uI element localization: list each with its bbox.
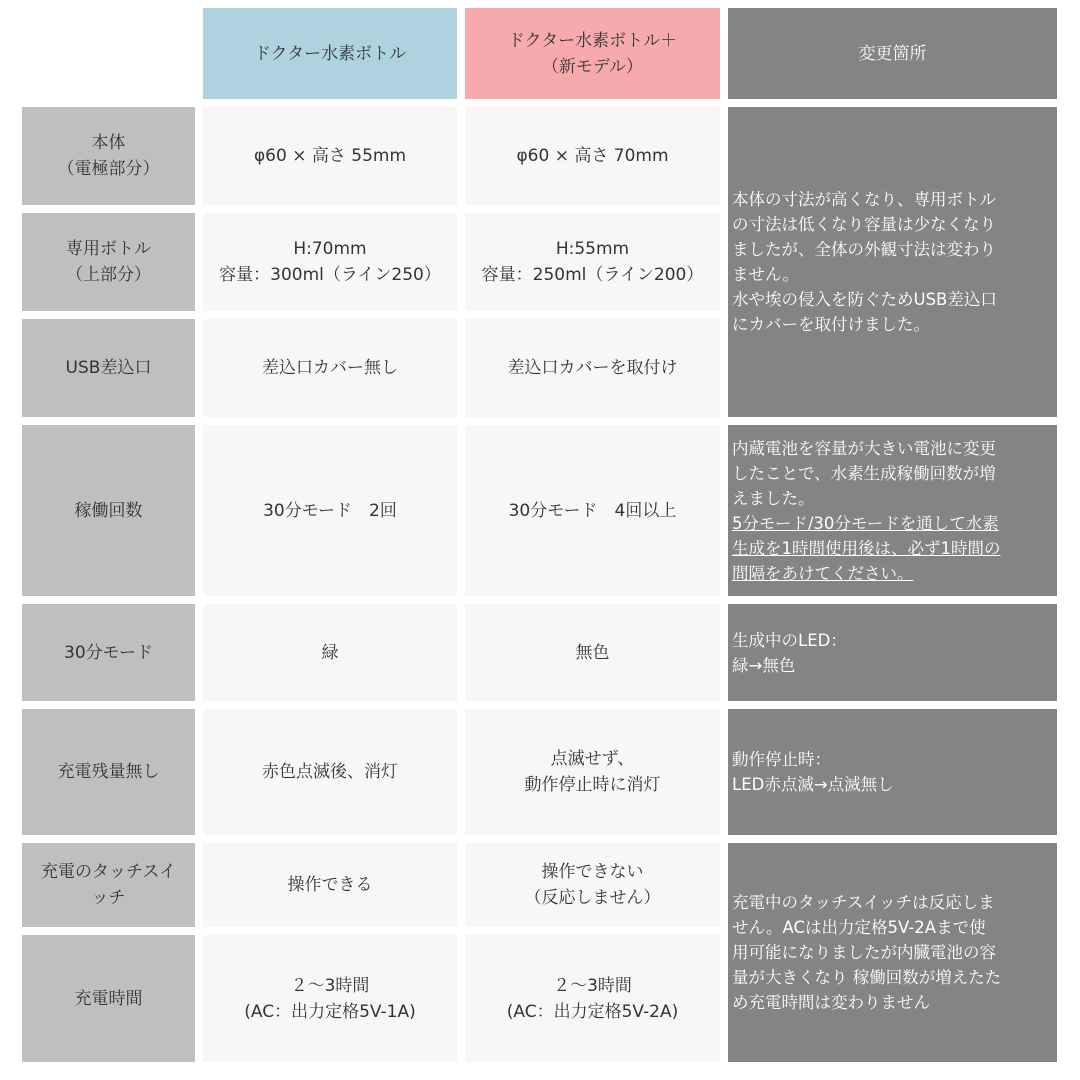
note-runs-warning: 5分モード/30分モードを通して水素 生成を1時間使用後は、必ず1時間の 間隔をあけてください。	[732, 513, 1001, 583]
row-label-charge-time: 充電時間	[22, 935, 195, 1062]
note-led	[728, 604, 1057, 701]
new-usb: 差込口カバーを取付け	[465, 319, 720, 417]
old-charge-time: ２～3時間 (AC：出力定格5V-1A)	[203, 935, 457, 1062]
new-charge-time: ２～3時間 (AC：出力定格5V-2A)	[465, 935, 720, 1062]
corner-empty	[22, 8, 195, 99]
header-old-model: ドクター水素ボトル	[203, 8, 457, 99]
new-bottle: H:55mm 容量：250ml（ライン200）	[465, 213, 720, 311]
row-label-usb: USB差込口	[22, 319, 195, 417]
row-label-touch-switch: 充電のタッチスイ ッチ	[22, 843, 195, 927]
new-touch-switch: 操作できない （反応しません）	[465, 843, 720, 927]
old-usb: 差込口カバー無し	[203, 319, 457, 417]
row-label-battery-empty: 充電残量無し	[22, 709, 195, 835]
note-battery-text: 動作停止時： LED赤点滅→点滅無し	[732, 750, 894, 794]
new-30min: 無色	[465, 604, 720, 701]
new-runs: 30分モード 4回以上	[465, 425, 720, 596]
note-charge	[728, 843, 1057, 1062]
new-battery-empty: 点滅せず、 動作停止時に消灯	[465, 709, 720, 835]
old-30min: 緑	[203, 604, 457, 701]
note-body	[728, 107, 1057, 417]
header-new-model: ドクター水素ボトル＋ （新モデル）	[465, 8, 720, 99]
note-battery	[728, 709, 1057, 835]
note-body-text: 本体の寸法が高くなり、専用ボトル の寸法は低くなり容量は少なくなり ましたが、全体の外観寸法は変わり ません。 水や埃の侵入を防ぐためUSB差込口 にカバーを取付けました。	[732, 190, 997, 334]
row-label-30min: 30分モード	[22, 604, 195, 701]
old-battery-empty: 赤色点滅後、消灯	[203, 709, 457, 835]
note-charge-text: 充電中のタッチスイッチは反応しま せん。ACは出力定格5V-2Aまで使 用可能になりましたが内臓電池の容 量が大きくなり 稼働回数が増えたた め充電時間は変わりません	[732, 893, 1002, 1012]
old-bottle: H:70mm 容量：300ml（ライン250）	[203, 213, 457, 311]
note-runs-text: 内蔵電池を容量が大きい電池に変更 したことで、水素生成稼働回数が増 えました。	[732, 438, 996, 508]
old-touch-switch: 操作できる	[203, 843, 457, 927]
note-runs	[728, 425, 1057, 596]
row-label-body: 本体 （電極部分）	[22, 107, 195, 205]
new-body: φ60 × 高さ 70mm	[465, 107, 720, 205]
row-label-runs: 稼働回数	[22, 425, 195, 596]
header-changes: 変更箇所	[728, 8, 1057, 99]
row-label-bottle: 専用ボトル （上部分）	[22, 213, 195, 311]
old-runs: 30分モード 2回	[203, 425, 457, 596]
note-led-text: 生成中のLED： 緑→無色	[732, 630, 847, 675]
old-body: φ60 × 高さ 55mm	[203, 107, 457, 205]
comparison-table	[22, 8, 1057, 1062]
